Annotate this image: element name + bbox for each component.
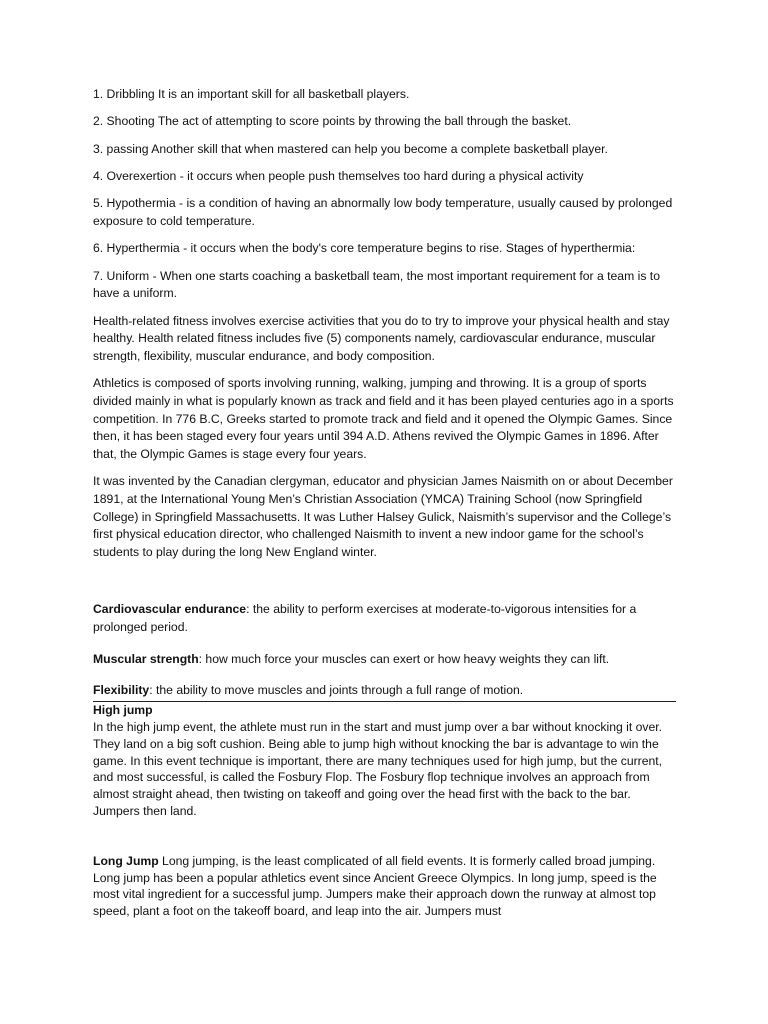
spacer: [93, 637, 676, 651]
list-item-shooting: 2. Shooting The act of attempting to score points by throwing the ball through the basket.: [93, 114, 572, 129]
long-jump-text: Long jumping, is the least complicated of all field events. It is formerly called broad jumping. Long jump has been a popular athletics event since Ancient Greece Olympics. In long jump, speed is the most vital ingredient for a successful jump. Jumpers make their approach down the runway at almost top speed, plant a foot on the takeoff board, and leap into the air. Jumpers must: [93, 853, 657, 919]
list-item-dribbling: 1. Dribbling It is an important skill for all basketball players.: [93, 87, 410, 101]
definition-text: : the ability to move muscles and joints through a full range of motion.: [149, 683, 524, 698]
spacer: [93, 668, 676, 682]
high-jump-heading: High jump: [93, 703, 153, 718]
list-item-hyperthermia: 6. Hyperthermia - it occurs when the body's core temperature begins to rise. Stages of hyperthermia:: [93, 241, 636, 256]
list-item-overexertion: 4. Overexertion - it occurs when people push themselves too hard during a physical activity: [93, 168, 584, 183]
paragraph-athletics: Athletics is composed of sports involving running, walking, jumping and throwing. It is a group of sports divided mainly in what is popularly known as track and field and it has been played centuries ago in a sports competition. In 776 B.C, Greeks started to promote track and field and it opened the Olympic Games. Since then, it has been staged every four years until 394 A.D. Athens revived the Olympic Games in 1896. After that, the Olympic Games is stage every four years.: [93, 376, 674, 462]
definition-cardiovascular: [93, 601, 676, 637]
spacer: [93, 820, 676, 853]
definition-flexibility: [93, 682, 676, 700]
section-heading-high-jump: [93, 702, 676, 719]
definition-term: Cardiovascular endurance: [93, 602, 247, 617]
paragraph-basketball-history: It was invented by the Canadian clergyman, educator and physician James Naismith on or about December 1891, at the International Young Men’s Christian Association (YMCA) Training School (now Springfield College) in Springfield Massachusetts. It was Luther Halsey Gulick, Naismith’s supervisor and the College’s first physical education director, who challenged Naismith to invent a new indoor game for the school’s students to play during the long New England winter.: [93, 474, 673, 560]
list-item-passing: 3. passing Another skill that when mastered can help you become a complete basketball player.: [93, 141, 608, 156]
definition-text: : the ability to perform exercises at moderate-to-vigorous intensities for a prolonged period.: [93, 602, 637, 634]
definition-term: Muscular strength: [93, 651, 199, 666]
long-jump-heading: Long Jump: [93, 853, 159, 868]
paragraph-health-fitness: Health-related fitness involves exercise activities that you do to try to improve your physical health and stay healthy. Health related fitness includes five (5) components namely, cardiovascular endurance, muscular strength, flexibility, muscular endurance, and body composition.: [93, 313, 670, 364]
list-item-hypothermia: 5. Hypothermia - is a condition of having an abnormally low body temperature, usually caused by prolonged exposure to cold temperature.: [93, 196, 673, 228]
definition-muscular-strength: [93, 651, 676, 669]
list-item-uniform: 7. Uniform - When one starts coaching a basketball team, the most important requirement for a team is to have a uniform.: [93, 268, 660, 301]
paragraph-high-jump: In the high jump event, the athlete must run in the start and must jump over a bar without knocking it over. They land on a big soft cushion. Being able to jump high without knocking the bar is advantage to win the game. In this event technique is important, there are many techniques used for high jump, but the current, and most successful, is called the Fosbury Flop. The Fosbury flop technique involves an approach from almost straight ahead, then twisting on takeoff and going over the head first with the back to the bar. Jumpers then land.: [93, 720, 663, 818]
paragraph-long-jump: [93, 853, 676, 920]
document-page: [93, 86, 676, 920]
definition-term: Flexibility: [93, 683, 150, 698]
spacer: [93, 571, 676, 601]
definition-text: : how much force your muscles can exert or how heavy weights they can lift.: [198, 651, 610, 666]
